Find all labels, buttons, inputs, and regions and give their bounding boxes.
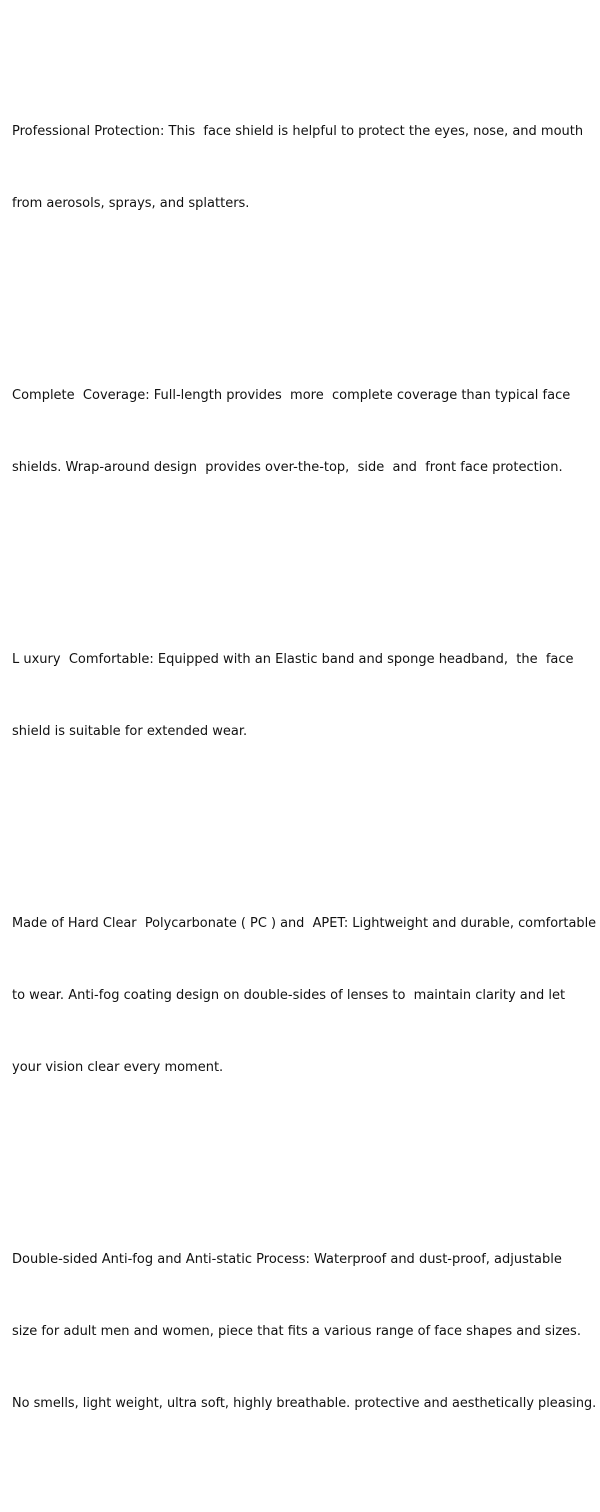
text-line: Double-sided Anti-fog and Anti-static Process: Waterproof and dust-proof, adjustable: [12, 1252, 562, 1267]
paragraph-luxury-comfortable: [12, 600, 596, 792]
text-line: Complete Coverage: Full-length provides more complete coverage than typical face: [12, 388, 571, 403]
product-description: [12, 24, 596, 1512]
paragraph-professional-protection: [12, 72, 596, 264]
text-line: from aerosols, sprays, and splatters.: [12, 196, 250, 211]
text-line: shield is suitable for extended wear.: [12, 724, 248, 739]
text-line: your vision clear every moment.: [12, 1060, 224, 1075]
text-line: Made of Hard Clear Polycarbonate ( PC ) and APET: Lightweight and durable, comfortable: [12, 916, 597, 931]
paragraph-anti-fog-process: [12, 1200, 596, 1464]
paragraph-material: [12, 864, 596, 1128]
text-line: No smells, light weight, ultra soft, highly breathable. protective and aesthetically pleasing.: [12, 1396, 597, 1411]
text-line: shields. Wrap-around design provides over-the-top, side and front face protection.: [12, 460, 563, 475]
text-line: size for adult men and women, piece that fits a various range of face shapes and sizes.: [12, 1324, 581, 1339]
text-line: L uxury Comfortable: Equipped with an Elastic band and sponge headband, the face: [12, 652, 574, 667]
text-line: to wear. Anti-fog coating design on double-sides of lenses to maintain clarity and let: [12, 988, 566, 1003]
text-line: Professional Protection: This face shield is helpful to protect the eyes, nose, and mouth: [12, 124, 584, 139]
paragraph-complete-coverage: [12, 336, 596, 528]
